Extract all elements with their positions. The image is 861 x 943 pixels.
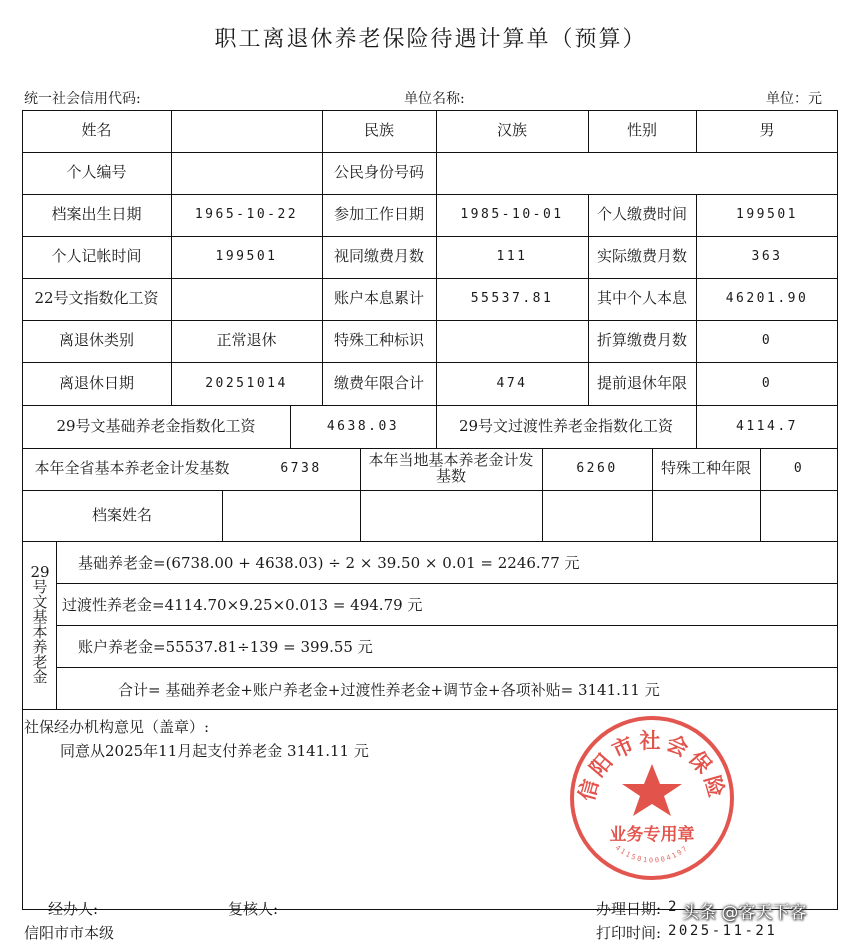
special-job-value [436, 320, 588, 362]
total-years-label: 缴费年限合计 [333, 373, 424, 392]
retirement-date-value: 20251014 [205, 375, 288, 391]
agency-opinion-text: 同意从2025年11月起支付养老金 3141.11 元 [60, 742, 369, 760]
total-pension-formula: 合计= 基础养老金+账户养老金+过渡性养老金+调节金+各项补贴= 3141.11 元 [118, 681, 660, 699]
retirement-type-label: 离退休类别 [58, 331, 134, 350]
region-name: 信阳市市本级 [24, 924, 115, 942]
ethnicity-value: 汉族 [496, 121, 527, 140]
svg-text:信阳市社会保险: 信阳市社会保险 [574, 728, 730, 804]
official-seal [566, 712, 738, 884]
archive-name-label: 档案姓名 [91, 505, 152, 524]
document-title: 职工离退休养老保险待遇计算单（预算） [214, 27, 647, 52]
print-date-label: 打印时间: [596, 924, 662, 942]
province-base-label: 本年全省基本养老金计发基数 [34, 459, 230, 478]
payment-start-value: 199501 [736, 207, 798, 223]
svg-text:业务专用章: 业务专用章 [609, 825, 695, 845]
retirement-type-value: 正常退休 [216, 331, 277, 350]
gender-label: 性别 [626, 121, 657, 140]
indexed-wage-22-label: 22号文指数化工资 [34, 289, 159, 308]
special-years-value: 0 [793, 461, 805, 477]
account-total-label: 账户本息累计 [333, 289, 424, 308]
citizen-id-value [436, 152, 838, 194]
account-start-value: 199501 [215, 249, 278, 265]
deemed-months-value: 111 [496, 249, 528, 265]
total-years-value: 474 [496, 375, 528, 391]
payment-start-label: 个人缴费时间 [596, 205, 687, 224]
gender-value: 男 [759, 121, 775, 140]
local-base-value: 6260 [576, 461, 618, 477]
retirement-date-label: 离退休日期 [58, 373, 134, 392]
basic-indexed-wage-value: 4638.03 [326, 418, 400, 434]
early-retire-value: 0 [761, 375, 773, 391]
section-29-label: 29 号 文 基 本 养 老 金 [30, 563, 50, 686]
province-base-value: 6738 [280, 461, 322, 477]
work-start-label: 参加工作日期 [333, 205, 424, 224]
agency-opinion-label: 社保经办机构意见（盖章）: [24, 718, 210, 736]
process-date-value: 2 [668, 899, 679, 915]
currency-unit-label: 单位：元 [766, 91, 822, 107]
account-start-label: 个人记帐时间 [51, 247, 142, 266]
watermark: 头条 @客天下客 [682, 903, 807, 923]
converted-months-label: 折算缴费月数 [596, 331, 687, 350]
basic-pension-formula: 基础养老金=(6738.00 + 4638.03) ÷ 2 × 39.50 × 0.01 = 2246.77 元 [78, 554, 580, 572]
indexed-wage-22-value [171, 278, 322, 320]
local-base-label: 本年当地基本养老金计发基数 [368, 451, 534, 485]
citizen-id-label: 公民身份号码 [333, 163, 424, 182]
special-job-label: 特殊工种标识 [333, 331, 424, 350]
name-label: 姓名 [81, 121, 112, 140]
process-date-label: 办理日期: [596, 900, 662, 918]
deemed-months-label: 视同缴费月数 [333, 247, 424, 266]
personal-portion-label: 其中个人本息 [596, 289, 687, 308]
account-pension-formula: 账户养老金=55537.81÷139 = 399.55 元 [78, 638, 373, 656]
credit-code-label: 统一社会信用代码: [24, 91, 141, 107]
birth-date-label: 档案出生日期 [51, 205, 142, 224]
early-retire-label: 提前退休年限 [596, 373, 687, 392]
birth-date-value: 1965-10-22 [194, 207, 299, 223]
personal-id-label: 个人编号 [66, 163, 127, 182]
basic-indexed-wage-label: 29号文基础养老金指数化工资 [56, 416, 256, 435]
work-start-value: 1985-10-01 [460, 207, 564, 223]
reviewer-label: 复核人: [228, 900, 279, 918]
print-date-value: 2025-11-21 [668, 923, 778, 939]
special-years-label: 特殊工种年限 [660, 459, 751, 478]
transition-indexed-wage-label: 29号文过渡性养老金指数化工资 [458, 416, 674, 435]
ethnicity-label: 民族 [363, 121, 394, 140]
account-total-value: 55537.81 [470, 291, 554, 307]
name-value [171, 110, 322, 152]
transition-indexed-wage-value: 4114.7 [736, 418, 798, 434]
personal-portion-value: 46201.90 [725, 291, 809, 307]
transition-pension-formula: 过渡性养老金=4114.70×9.25×0.013 = 494.79 元 [62, 596, 423, 614]
unit-name-label: 单位名称: [404, 91, 465, 107]
personal-id-value [171, 152, 322, 194]
converted-months-value: 0 [761, 333, 773, 349]
actual-months-label: 实际缴费月数 [596, 247, 687, 266]
handler-label: 经办人: [48, 900, 99, 918]
actual-months-value: 363 [751, 249, 783, 265]
svg-text:4115010004197: 4115010004197 [613, 843, 691, 865]
